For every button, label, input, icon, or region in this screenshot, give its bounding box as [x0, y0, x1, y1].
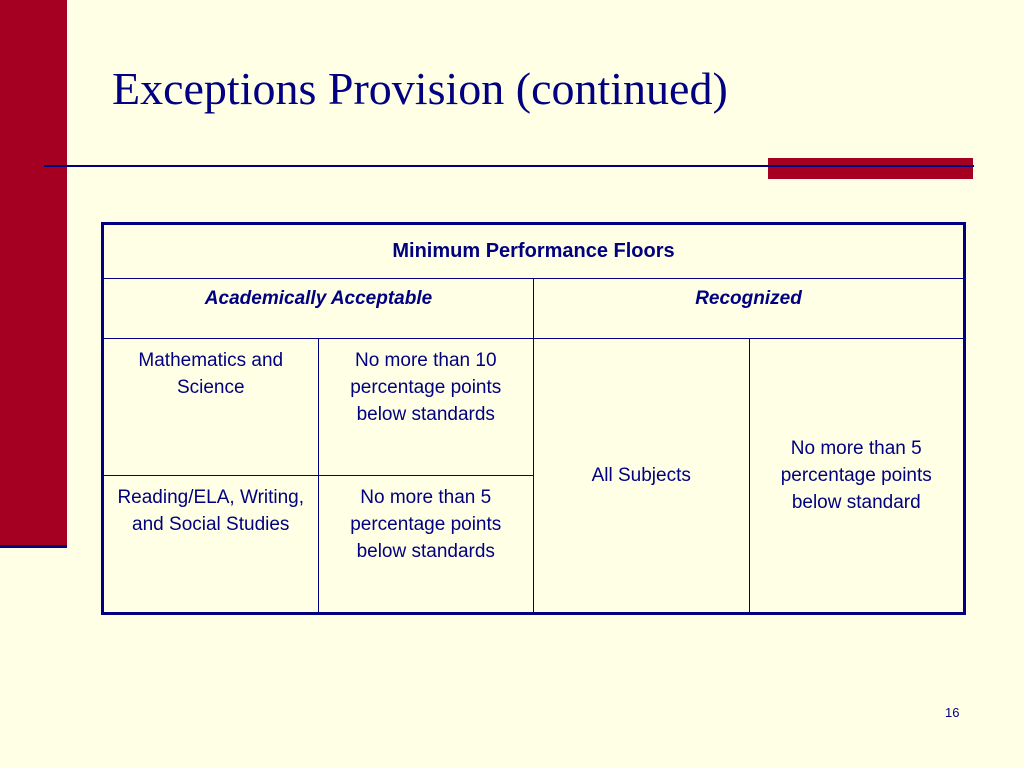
table-header-row — [103, 224, 965, 279]
performance-floors-table — [101, 222, 966, 615]
slide-title: Exceptions Provision (continued) — [112, 63, 728, 114]
table-header: Minimum Performance Floors — [103, 224, 965, 279]
recognized-floor: No more than 5 percentage points below standard — [749, 339, 965, 614]
row-acceptable-floor: No more than 10 percentage points below standards — [318, 339, 534, 476]
row-subject: Mathematics and Science — [103, 339, 319, 476]
title-rule-overlay — [768, 165, 973, 167]
table-row — [103, 339, 965, 476]
left-accent-bar-underline — [0, 545, 67, 548]
title-rule-accent — [768, 158, 973, 179]
left-accent-bar — [0, 0, 67, 545]
recognized-subject: All Subjects — [534, 339, 750, 614]
table-subheader-row — [103, 279, 965, 339]
row-subject: Reading/ELA, Writing, and Social Studies — [103, 476, 319, 614]
row-acceptable-floor: No more than 5 percentage points below standards — [318, 476, 534, 614]
page-number: 16 — [945, 705, 960, 720]
subheader-recognized: Recognized — [534, 279, 965, 339]
subheader-academically-acceptable: Academically Acceptable — [103, 279, 534, 339]
